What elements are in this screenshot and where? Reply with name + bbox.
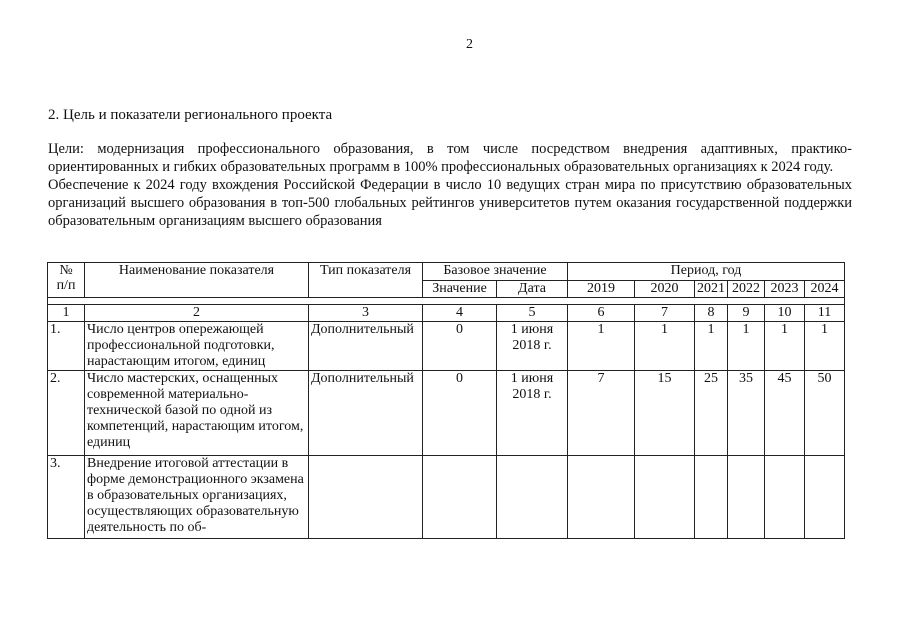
base-value: 0 <box>423 322 497 371</box>
column-number: 3 <box>309 305 423 322</box>
indicator-name: Число мастерских, оснащенных современной материально-технической базой по одной из компетенций, нарастающим итогом, единиц <box>85 371 309 456</box>
column-number: 11 <box>805 305 845 322</box>
year-value: 1 <box>568 322 635 371</box>
base-date: 1 июня 2018 г. <box>497 322 568 371</box>
year-value: 1 <box>695 322 728 371</box>
table-row <box>48 322 845 371</box>
header-base-value: Значение <box>423 280 497 298</box>
year-value: 45 <box>765 371 805 456</box>
year-value <box>765 456 805 539</box>
table-row <box>48 456 845 539</box>
indicator-name: Число центров опережающей профессиональной подготовки, нарастающим итогом, единиц <box>85 322 309 371</box>
spacer-row <box>48 298 845 305</box>
header-year: 2019 <box>568 280 635 298</box>
header-period: Период, год <box>568 263 845 281</box>
column-number: 1 <box>48 305 85 322</box>
year-value: 1 <box>765 322 805 371</box>
column-number: 8 <box>695 305 728 322</box>
header-num <box>48 263 85 298</box>
year-value: 25 <box>695 371 728 456</box>
year-value: 1 <box>805 322 845 371</box>
year-value: 1 <box>728 322 765 371</box>
goal-paragraph-2: Обеспечение к 2024 году вхождения Российской Федерации в число 10 ведущих стран мира по присутствию образовательных организаций высшего образования в топ-500 глобальных рейтингов университетов путем оказания государственной поддержки образовательным организациям высшего образования <box>48 177 852 229</box>
column-number: 10 <box>765 305 805 322</box>
header-year: 2024 <box>805 280 845 298</box>
column-number: 5 <box>497 305 568 322</box>
year-value: 50 <box>805 371 845 456</box>
year-value: 15 <box>635 371 695 456</box>
row-num: 3. <box>48 456 85 539</box>
goal-paragraph-1: Цели: модернизация профессионального образования, в том числе посредством внедрения адаптивных, практико-ориентированных и гибких образовательных программ в 100% профессиональных образовательных организациях к 2024 году. <box>48 141 852 175</box>
header-base-date: Дата <box>497 280 568 298</box>
header-year: 2021 <box>695 280 728 298</box>
header-year: 2020 <box>635 280 695 298</box>
year-value: 1 <box>635 322 695 371</box>
indicator-type: Дополнительный <box>309 322 423 371</box>
indicators-table <box>47 262 845 539</box>
year-value <box>635 456 695 539</box>
year-value <box>568 456 635 539</box>
row-num: 1. <box>48 322 85 371</box>
base-value <box>423 456 497 539</box>
goals-text <box>48 140 852 230</box>
table-row <box>48 371 845 456</box>
header-year: 2023 <box>765 280 805 298</box>
indicator-name: Внедрение итоговой аттестации в форме демонстрационного экзамена в образовательных организациях, осуществляющих образовательную деятельность по об- <box>85 456 309 539</box>
indicator-type <box>309 456 423 539</box>
column-number: 6 <box>568 305 635 322</box>
header-type: Тип показателя <box>309 263 423 298</box>
base-date <box>497 456 568 539</box>
year-value <box>805 456 845 539</box>
indicator-type: Дополнительный <box>309 371 423 456</box>
header-base: Базовое значение <box>423 263 568 281</box>
column-number: 9 <box>728 305 765 322</box>
section-title: 2. Цель и показатели регионального проекта <box>48 107 333 123</box>
year-value: 35 <box>728 371 765 456</box>
header-num-text: № п/п <box>56 263 76 293</box>
row-num: 2. <box>48 371 85 456</box>
year-value: 7 <box>568 371 635 456</box>
year-value <box>695 456 728 539</box>
page-number: 2 <box>466 37 473 52</box>
base-value: 0 <box>423 371 497 456</box>
year-value <box>728 456 765 539</box>
base-date: 1 июня 2018 г. <box>497 371 568 456</box>
column-number: 4 <box>423 305 497 322</box>
header-name: Наименование показателя <box>85 263 309 298</box>
column-number: 2 <box>85 305 309 322</box>
header-year: 2022 <box>728 280 765 298</box>
column-number: 7 <box>635 305 695 322</box>
header-row-1 <box>48 263 845 281</box>
column-numbers-row <box>48 305 845 322</box>
